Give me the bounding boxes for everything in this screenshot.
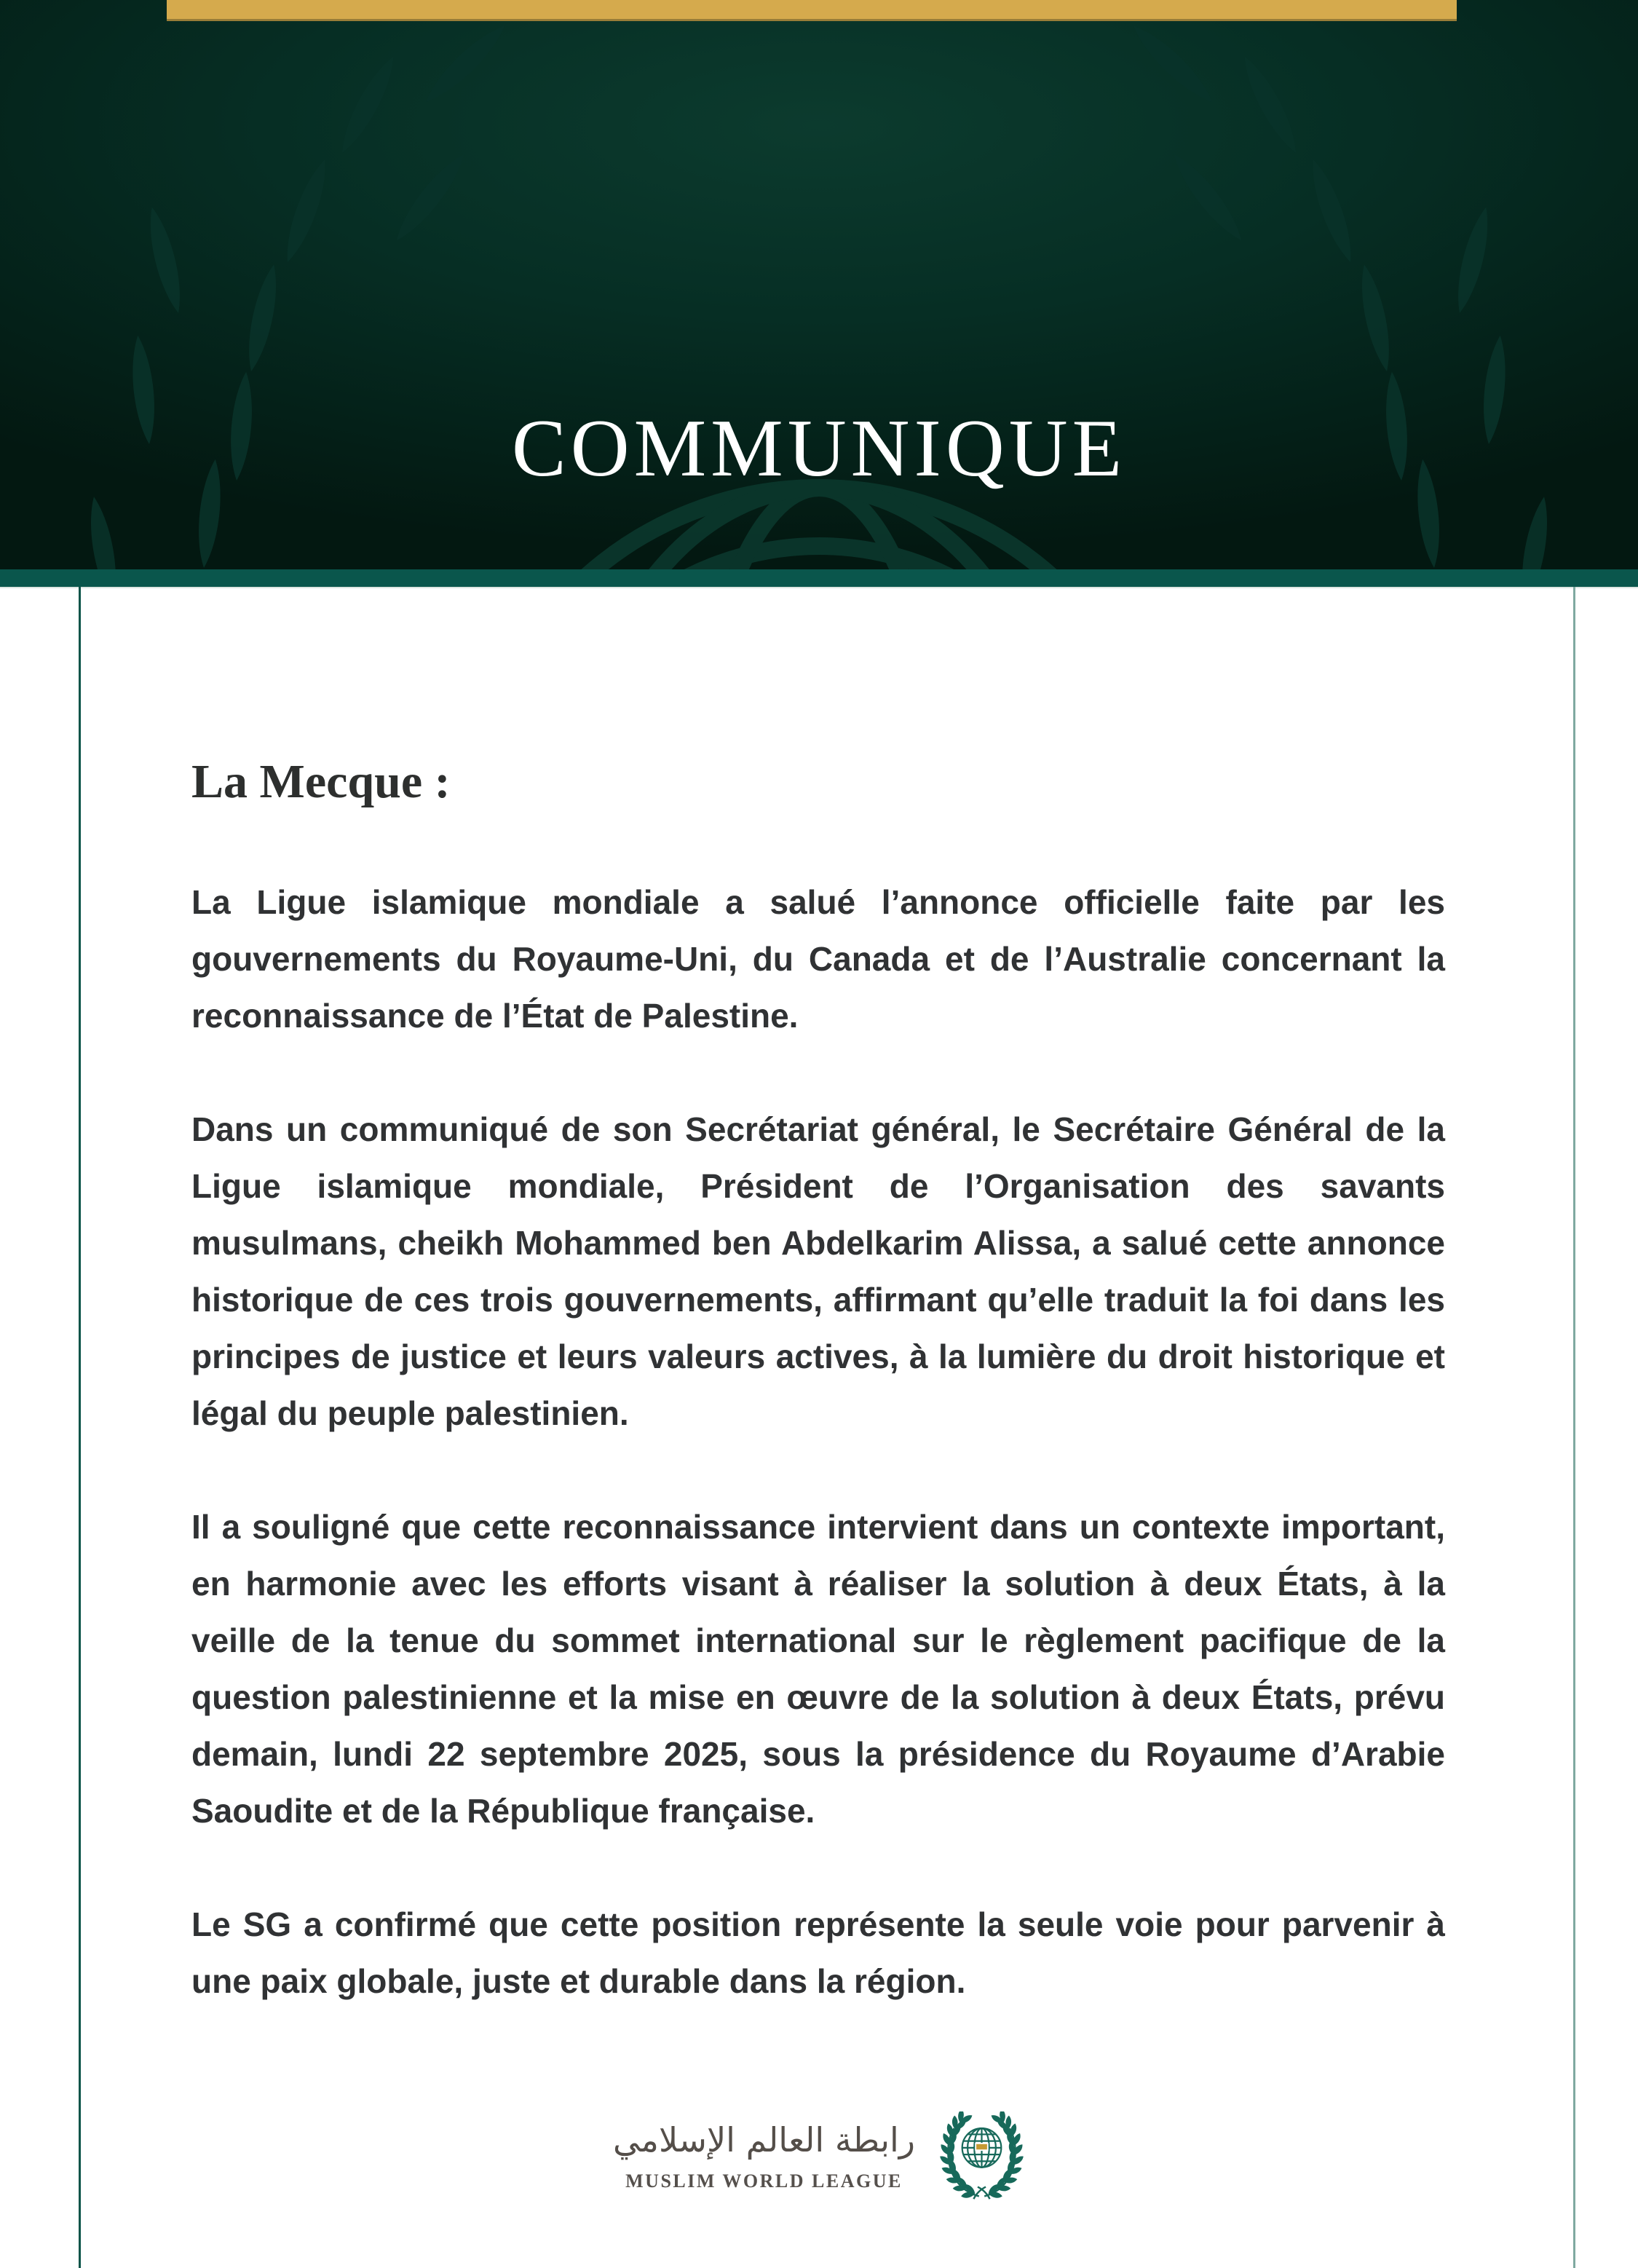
emblem-gold-bar bbox=[976, 2143, 988, 2150]
paragraph-4: Le SG a confirmé que cette position représente la seule voie pour parvenir à une paix globale, juste et durable dans la région. bbox=[191, 1905, 1445, 2000]
left-vertical-rule bbox=[79, 587, 81, 2268]
gold-accent-bar bbox=[167, 0, 1457, 21]
communique-body bbox=[191, 750, 1445, 2200]
mwl-wordmark bbox=[613, 2119, 915, 2192]
wreath-cross-stems bbox=[973, 2187, 989, 2200]
mwl-emblem-icon bbox=[940, 2111, 1024, 2200]
teal-divider-band bbox=[0, 569, 1638, 588]
dateline: La Mecque : bbox=[191, 755, 451, 808]
mwl-latin-wordmark: MUSLIM WORLD LEAGUE bbox=[625, 2170, 903, 2192]
paragraph-3: Il a souligné que cette reconnaissance intervient dans un contexte important, en harmonie avec les efforts visant à réaliser la solution à deux États, à la veille de la tenue du sommet international sur le règlement pacifique de la question palestinienne et la mise en œuvre de la solution à deux États, prévu demain, lundi 22 septembre 2025, sous la présidence du Royaume d’Arabie Saoudite et de la République française. bbox=[191, 1508, 1445, 1830]
communique-title: COMMUNIQUE bbox=[512, 403, 1126, 494]
header-banner bbox=[0, 0, 1638, 569]
mwl-arabic-wordmark: رابطة العالم الإسلامي bbox=[612, 2120, 916, 2160]
right-vertical-rule bbox=[1573, 587, 1575, 2268]
paragraph-2: Dans un communiqué de son Secrétariat général, le Secrétaire Général de la Ligue islamique mondiale, Président de l’Organisation des savants musulmans, cheikh Mohammed ben Abdelkarim Alissa, a salué cette annonce historique de ces trois gouvernements, affirmant qu’elle traduit la foi dans les principes de justice et leurs valeurs actives, à la lumière du droit historique et légal du peuple palestinien. bbox=[191, 1110, 1445, 1432]
paragraph-1: La Ligue islamique mondiale a salué l’annonce officielle faite par les gouvernements du Royaume-Uni, du Canada et de l’Australie concernant la reconnaissance de l’État de Palestine. bbox=[191, 883, 1445, 1035]
mwl-logo bbox=[191, 2111, 1445, 2200]
